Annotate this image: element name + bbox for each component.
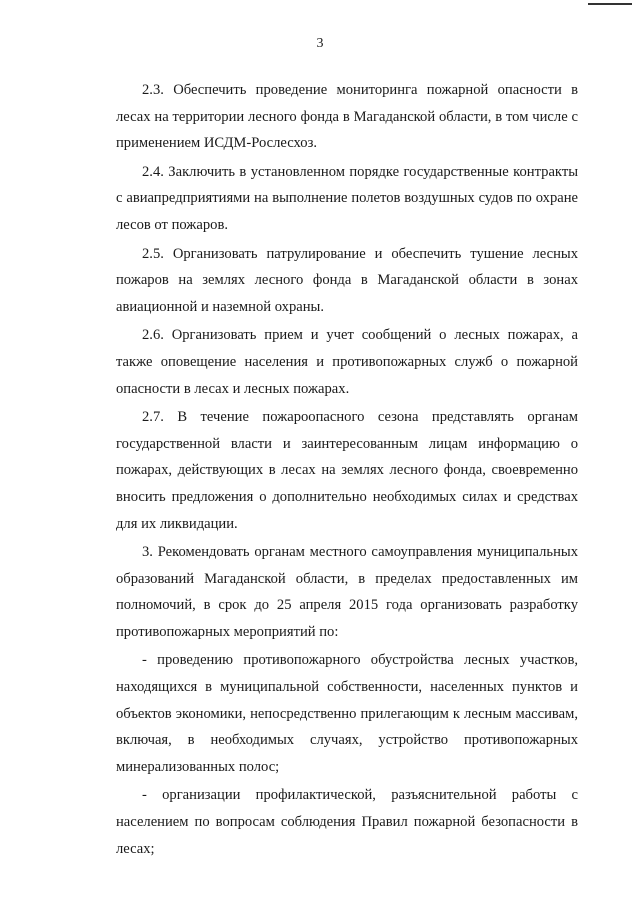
list-item-prevention-work: - организации профилактической, разъяснительной работы с населением по вопросам соблюдения Правил пожарной безопасности в лесах; bbox=[116, 787, 578, 857]
paragraph-2-3: 2.3. Обеспечить проведение мониторинга пожарной опасности в лесах на территории лесного фонда в Магаданской области, в том числе с применением ИСДМ-Рослесхоз. bbox=[116, 82, 578, 152]
list-item-fire-arrangement: - проведению противопожарного обустройства лесных участков, находящихся в муниципальной собственности, населенных пунктов и объектов экономики, непосредственно прилегающим к лесным массивам, включая, в необходимых случаях, устройство противопожарных минерализованных полос; bbox=[116, 652, 578, 775]
paragraph-2-6: 2.6. Организовать прием и учет сообщений о лесных пожарах, а также оповещение населения и противопожарных служб о пожарной опасности в лесах и лесных пожарах. bbox=[116, 327, 578, 397]
page-number: 3 bbox=[316, 36, 324, 51]
paragraph-3: 3. Рекомендовать органам местного самоуправления муниципальных образований Магаданской области, в пределах предоставленных им полномочий, в срок до 25 апреля 2015 года организовать разработку противопожарных мероприятий по: bbox=[116, 544, 578, 640]
paragraph-2-5: 2.5. Организовать патрулирование и обеспечить тушение лесных пожаров на землях лесного фонда в Магаданской области в зонах авиационной и наземной охраны. bbox=[116, 245, 578, 315]
paragraph-2-4: 2.4. Заключить в установленном порядке государственные контракты с авиапредприятиями на выполнение полетов воздушных судов по охране лесов от пожаров. bbox=[116, 163, 578, 233]
document-body bbox=[116, 77, 578, 862]
paragraph-2-7: 2.7. В течение пожароопасного сезона представлять органам государственной власти и заинтересованным лицам информацию о пожарах, действующих в лесах на землях лесного фонда, своевременно вносить предложения о дополнительно необходимых силах и средствах для их ликвидации. bbox=[116, 409, 578, 532]
scan-edge-mark bbox=[588, 3, 632, 5]
